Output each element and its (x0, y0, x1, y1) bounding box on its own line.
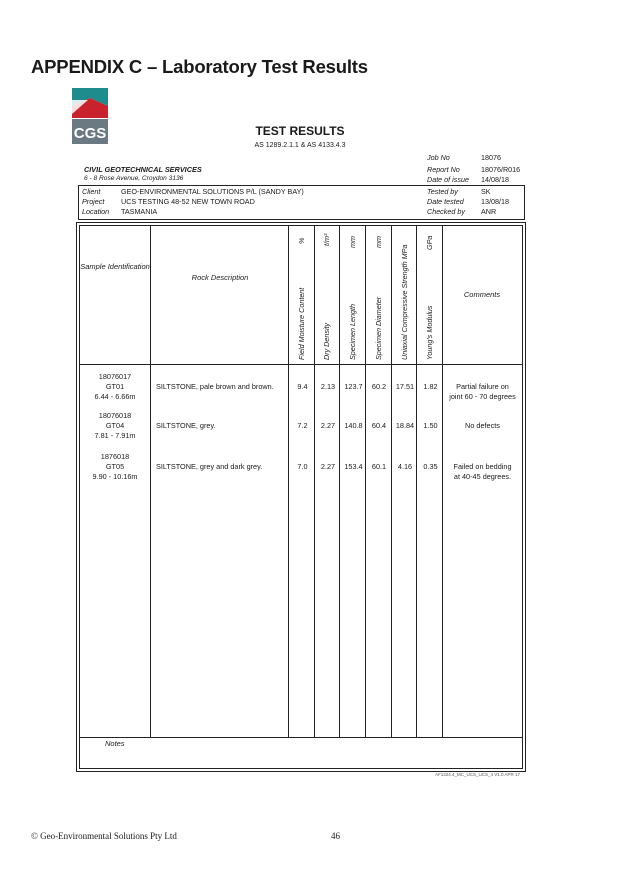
unit-moisture: % (297, 237, 306, 244)
ucs-value: 18.84 (395, 421, 415, 430)
length-value: 140.8 (344, 421, 363, 430)
unit-modulus: GPa (425, 235, 434, 250)
comment-line-2: joint 60 - 70 degrees (449, 392, 516, 401)
sample-location: GT04 (105, 421, 125, 430)
rock-description: SILTSTONE, grey. (156, 421, 216, 430)
header-comments: Comments (463, 290, 501, 299)
page-number: 46 (331, 831, 340, 841)
density-value: 2.13 (320, 382, 336, 391)
form-reference: AF1324.4_MC_UCS_UCS_4 V1.0 APR 17 (435, 772, 521, 777)
info-label-location: Location (82, 207, 110, 216)
sample-location: GT05 (105, 462, 125, 471)
company-address: 6 - 8 Rose Avenue, Croydon 3136 (84, 175, 184, 182)
sample-id: 18076017 (98, 372, 132, 381)
meta-label-date-issue: Date of issue (427, 175, 469, 184)
info-label-client: Client (82, 187, 101, 196)
sample-id: 18076018 (98, 411, 132, 420)
notes-label: Notes (105, 739, 125, 748)
modulus-value: 1.82 (423, 382, 438, 391)
header-rock-description: Rock Description (191, 273, 249, 282)
unit-diameter: mm (374, 236, 383, 248)
meta-label-date-tested: Date tested (427, 197, 464, 206)
info-value-client: GEO-ENVIRONMENTAL SOLUTIONS P/L (SANDY BAY) (121, 187, 304, 196)
report-standard: AS 1289.2.1.1 & AS 4133.4.3 (254, 142, 346, 149)
svg-text:CGS: CGS (73, 125, 107, 142)
page-heading: APPENDIX C – Laboratory Test Results (31, 56, 368, 77)
info-value-location: TASMANIA (121, 207, 158, 216)
header-specimen-length: Specimen Length (348, 304, 357, 360)
comment-line-1: Failed on bedding (453, 462, 512, 471)
rock-description: SILTSTONE, pale brown and brown. (156, 382, 274, 391)
ucs-value: 17.51 (395, 382, 415, 391)
meta-label-tested-by: Tested by (427, 187, 458, 196)
header-youngs-modulus: Young's Modulus (425, 305, 434, 360)
ucs-value: 4.16 (397, 462, 413, 471)
diameter-value: 60.2 (371, 382, 387, 391)
header-sample-identification: Sample Identification (80, 262, 150, 271)
header-field-moisture: Field Moisture Content (297, 287, 306, 360)
meta-value-tested-by: SK (481, 187, 491, 196)
sample-depth: 7.81 - 7.91m (94, 431, 136, 440)
meta-label-report-no: Report No (427, 165, 460, 174)
moisture-value: 9.4 (297, 382, 308, 391)
header-dry-density: Dry Density (322, 322, 331, 360)
comment-line-2: at 40-45 degrees. (453, 472, 512, 481)
info-label-project: Project (82, 197, 105, 206)
info-value-project: UCS TESTING 48-52 NEW TOWN ROAD (121, 197, 255, 206)
unit-density: t/m³ (322, 233, 331, 246)
modulus-value: 1.50 (423, 421, 438, 430)
diameter-value: 60.1 (371, 462, 387, 471)
header-ucs: Uniaxial Compressive Strength MPa (400, 244, 409, 360)
length-value: 123.7 (344, 382, 363, 391)
meta-value-report-no: 18076/R016 (481, 165, 521, 174)
modulus-value: 0.35 (423, 462, 438, 471)
length-value: 153.4 (344, 462, 363, 471)
unit-length: mm (348, 236, 357, 248)
report-title: TEST RESULTS (255, 124, 345, 138)
sample-depth: 6.44 - 6.66m (94, 392, 136, 401)
footer-copyright: © Geo-Environmental Solutions Pty Ltd (31, 831, 177, 841)
meta-label-checked-by: Checked by (427, 207, 465, 216)
moisture-value: 7.0 (297, 462, 308, 471)
diameter-value: 60.4 (371, 421, 387, 430)
meta-value-date-issue: 14/08/18 (481, 175, 509, 184)
density-value: 2.27 (320, 421, 336, 430)
comment-line-1: Partial failure on (456, 382, 509, 391)
header-specimen-diameter: Specimen Diameter (374, 296, 383, 360)
sample-id: 1876018 (100, 452, 130, 461)
sample-location: GT01 (105, 382, 125, 391)
company-name: CIVIL GEOTECHNICAL SERVICES (84, 165, 202, 174)
sample-depth: 9.90 - 10.16m (92, 472, 138, 481)
comment-line-1: No defects (465, 421, 500, 430)
density-value: 2.27 (320, 462, 336, 471)
meta-label-job-no: Job No (427, 153, 450, 162)
rock-description: SILTSTONE, grey and dark grey. (156, 462, 263, 471)
meta-value-checked-by: ANR (481, 207, 497, 216)
meta-value-job-no: 18076 (481, 153, 501, 162)
moisture-value: 7.2 (297, 421, 308, 430)
meta-value-date-tested: 13/08/18 (481, 197, 509, 206)
